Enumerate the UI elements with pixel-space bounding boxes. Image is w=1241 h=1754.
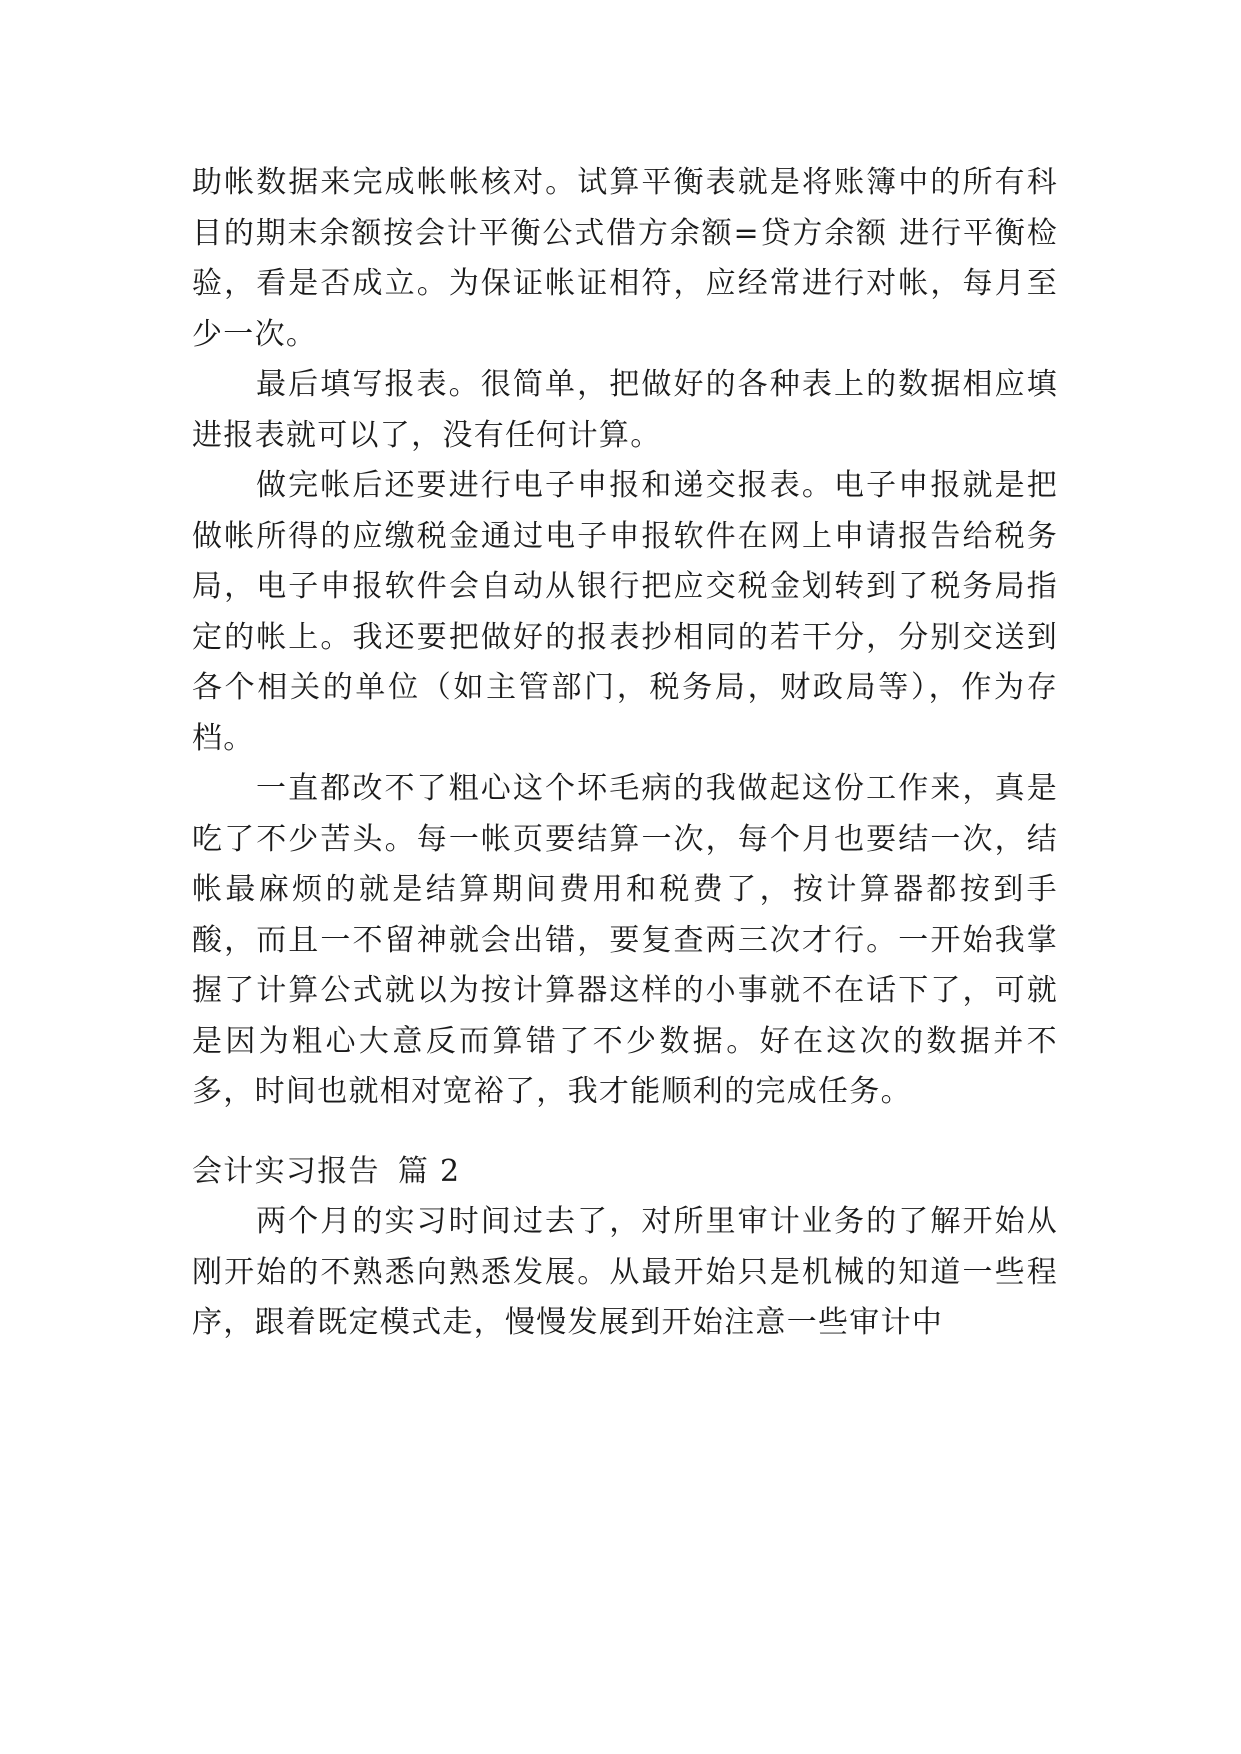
paragraph-two-months: 两个月的实习时间过去了，对所里审计业务的了解开始从刚开始的不熟悉向熟悉发展。从最开始只是机械的知道一些程序，跟着既定模式走，慢慢发展到开始注意一些审计中: [192, 1204, 1058, 1340]
paragraph-reconciliation: 助帐数据来完成帐帐核对。试算平衡表就是将账簿中的所有科目的期末余额按会计平衡公式借方余额=贷方余额 进行平衡检验，看是否成立。为保证帐证相符，应经常进行对帐，每月至少一次。: [192, 165, 1058, 352]
paragraph-electronic-filing: 做完帐后还要进行电子申报和递交报表。电子申报就是把做帐所得的应缴税金通过电子申报软件在网上申请报告给税务局，电子申报软件会自动从银行把应交税金划转到了税务局指定的帐上。我还要把做好的报表抄相同的若干分，分别交送到各个相关的单位（如主管部门，税务局，财政局等），作为存档。: [192, 468, 1058, 756]
section-heading-part: 篇 2: [397, 1153, 461, 1189]
paragraph-carelessness: 一直都改不了粗心这个坏毛病的我做起这份工作来，真是吃了不少苦头。每一帐页要结算一次，每个月也要结一次，结帐最麻烦的就是结算期间费用和税费了，按计算器都按到手酸，而且一不留神就会出错，要复查两三次才行。一开始我掌握了计算公式就以为按计算器这样的小事就不在话下了，可就是因为粗心大意反而算错了不少数据。好在这次的数据并不多，时间也就相对宽裕了，我才能顺利的完成任务。: [192, 771, 1058, 1109]
section-heading: [192, 1147, 1058, 1198]
paragraph-fill-reports: 最后填写报表。很简单，把做好的各种表上的数据相应填进报表就可以了，没有任何计算。: [192, 367, 1058, 453]
document-body: [192, 158, 1058, 1349]
section-heading-title: 会计实习报告: [192, 1153, 380, 1189]
